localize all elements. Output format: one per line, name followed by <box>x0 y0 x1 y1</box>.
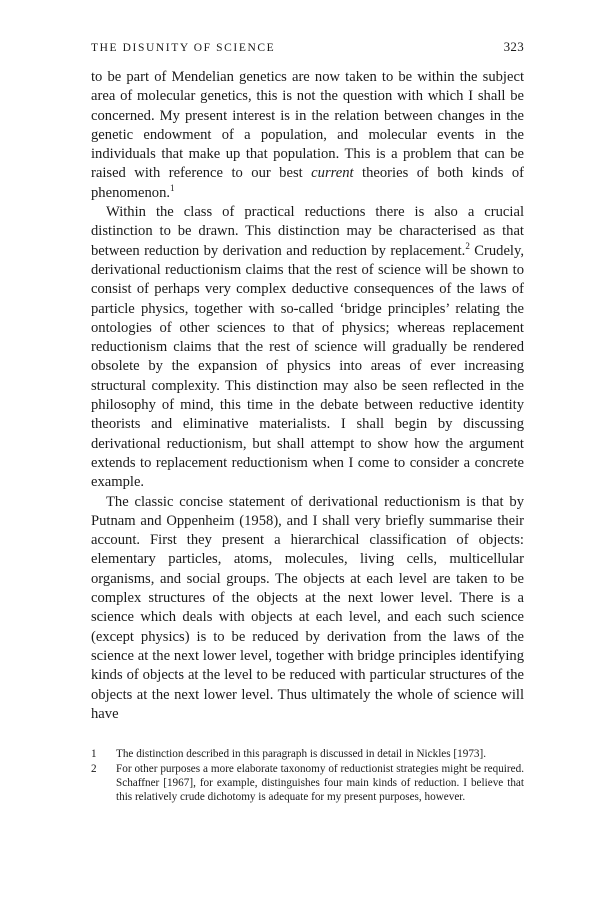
running-head <box>91 38 524 57</box>
emphasis-current: current <box>311 165 354 182</box>
footnote-text: The distinction described in this paragraph is discussed in detail in Nickles [1973]. <box>116 748 487 761</box>
body-text <box>91 68 524 724</box>
paragraph-2 <box>91 203 524 492</box>
running-title: THE DISUNITY OF SCIENCE <box>91 42 276 54</box>
footnote-2 <box>91 762 524 805</box>
footnote-1 <box>91 747 524 761</box>
footnote-text: For other purposes a more elaborate taxonomy of reductionist strategies might be required. Schaffner [1967], for example, distinguishes four main kinds of reduction. I believe that this relatively crude dichotomy is adequate for my present purposes, however. <box>116 762 524 804</box>
paragraph-1-text: to be part of Mendelian genetics are now taken to be within the subject area of molecular genetics, this is not the question with which I shall be concerned. My present interest is in the relation between changes in the genetic endowment of a population, and molecular events in the individuals that make up that population. This is a problem that can be raised with reference to our best <box>91 69 524 182</box>
footnote-ref-2: 2 <box>465 240 470 251</box>
footnote-ref-1: 1 <box>170 182 175 193</box>
paragraph-3: The classic concise statement of derivational reductionism is that by Putnam and Oppenheim (1958), and I shall very briefly summarise their account. First they present a hierarchical classification of objects: elementary particles, atoms, molecules, living cells, multicellular organisms, and social groups. The objects at each level are taken to be complex structures of the objects at the next lower level. There is a science which deals with objects at each level, and each such science (except physics) is to be reduced by derivation from the laws of the science at the next lower level, together with bridge principles identifying kinds of objects at the level to be reduced with particular structures of the objects at the next lower level. Thus ultimately the whole of science will have <box>91 493 524 722</box>
footnotes <box>91 747 524 805</box>
paragraph-2-text-end: Crudely, derivational reductionism claims that the rest of science will be shown to consist of perhaps very complex deductive consequences of the laws of particle physics, together with so-called ‘bridge principles’ relating the ontologies of other sciences to that of physics; whereas replacement reductionism claims that the rest of science will gradually be rendered obsolete by the expansion of physics into areas of ever increasing structural complexity. This distinction may also be seen reflected in the philosophy of mind, this time in the debate between reductive identity theorists and eliminative materialists. I shall begin by discussing derivational reductionism, but shall attempt to show how the argument extends to replacement reductionism when I come to consider a concrete example. <box>91 242 524 491</box>
book-page <box>91 38 524 805</box>
paragraph-2-text: Within the class of practical reductions there is also a crucial distinction to be drawn. This distinction may be characterised as that between reduction by derivation and reduction by replacement. <box>91 204 524 259</box>
footnote-number: 2 <box>91 762 97 775</box>
footnote-number: 1 <box>91 748 97 761</box>
page-number: 323 <box>503 39 524 54</box>
paragraph-1 <box>91 68 524 203</box>
paragraph-1-text-end: theories of both kinds of phenomenon. <box>91 165 524 201</box>
